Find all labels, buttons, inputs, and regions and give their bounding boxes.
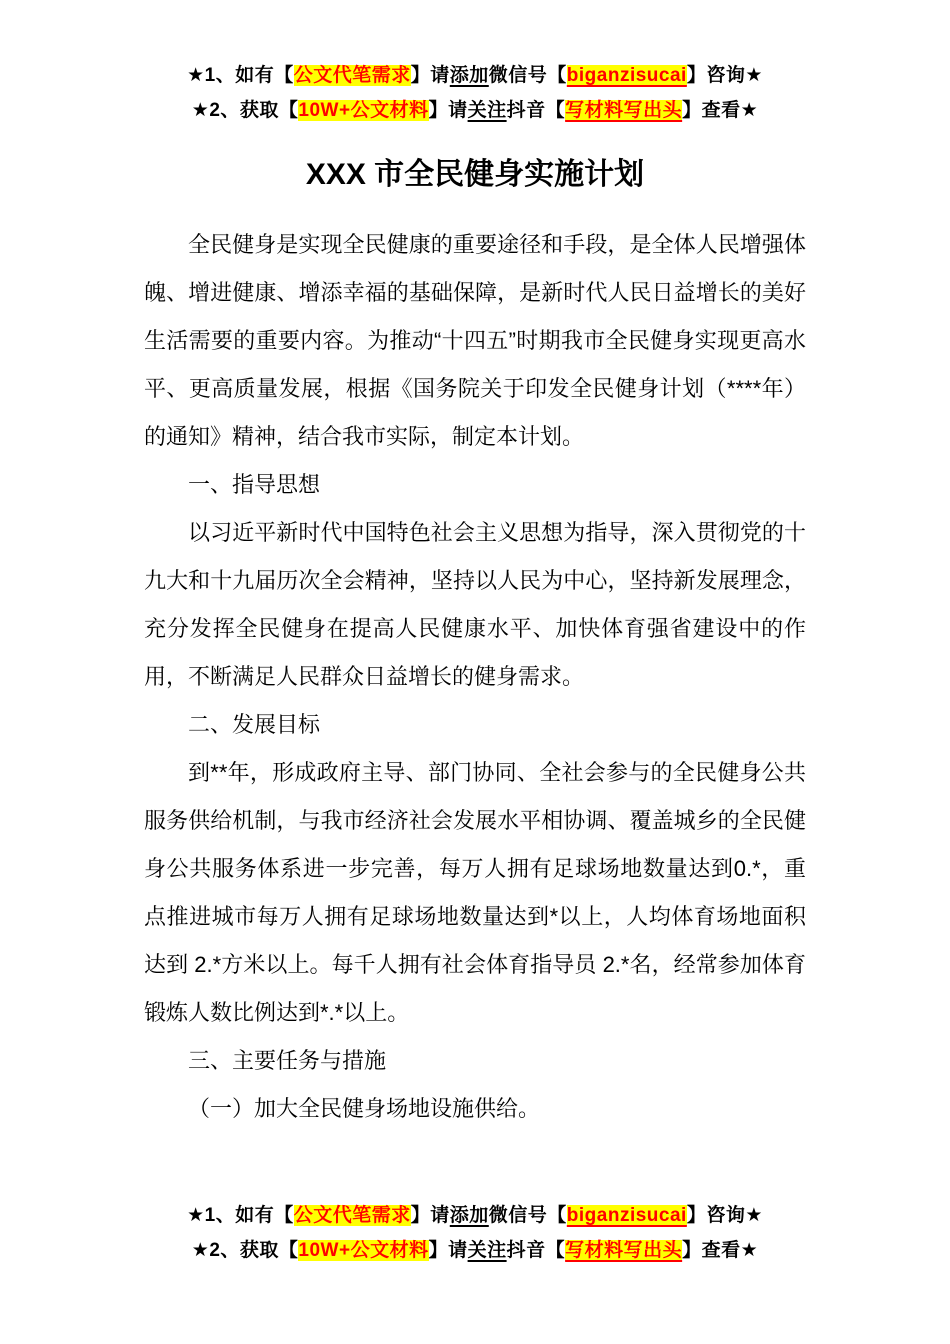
promo2-follow-action-text: 关注 [467,1240,507,1261]
promo-footer-line-2 [0,1233,950,1268]
promo-header-line-1 [0,58,950,93]
promo1-prefix-text: ★1、如有【 [187,65,294,86]
promo1-mid-text: 】请 [410,65,450,86]
section-heading-1: 一、指导思想 [188,472,321,497]
promo2-mid-text: 】请 [428,1240,468,1261]
promo2-prefix-text: ★2、获取【 [191,1240,299,1261]
promo2-prefix-text: ★2、获取【 [191,100,299,121]
promo2-suffix-text: 】查看★ [682,100,759,121]
paragraph-task-item-1: （一）加大全民健身场地设施供给。 [188,1096,541,1121]
promo2-suffix-text: 】查看★ [682,1240,759,1261]
document-body [144,221,806,1133]
promo1-channel-text: 微信号【 [488,65,567,86]
promo2-keyword-highlight: 10W+公文材料 [298,100,429,121]
promo1-prefix-text: ★1、如有【 [187,1205,294,1226]
promo2-douyin-id: 写材料写出头 [565,1240,683,1261]
promo-footer-line-1 [0,1198,950,1233]
section-heading-3: 三、主要任务与措施 [188,1048,387,1073]
promo2-channel-text: 抖音【 [506,100,566,121]
promo-footer [0,1198,950,1268]
promo-header-line-2 [0,93,950,128]
promo1-mid-text: 】请 [410,1205,450,1226]
paragraph-guiding-ideology: 以习近平新时代中国特色社会主义思想为指导，深入贯彻党的十九大和十九届历次全会精神，坚持以人民为中心，坚持新发展理念，充分发挥全民健身在提高人民健康水平、加快体育强省建设中的作用，不断满足人民群众日益增长的健身需求。 [144,520,806,689]
promo1-channel-text: 微信号【 [488,1205,567,1226]
promo-header [0,0,950,128]
paragraph-development-goals: 到**年，形成政府主导、部门协同、全社会参与的全民健身公共服务供给机制，与我市经济社会发展水平相协调、覆盖城乡的全民健身公共服务体系进一步完善，每万人拥有足球场地数量达到0.*，重点推进城市每万人拥有足球场地数量达到*以上，人均体育场地面积达到 2.*方米以上。每千人拥有社会体育指导员 2.*名，经常参加体育锻炼人数比例达到*.*以上。 [144,760,806,1025]
promo2-follow-action-text: 关注 [467,100,507,121]
document-title: XXX 市全民健身实施计划 [305,158,645,191]
promo1-add-action-text: 添加 [449,65,489,86]
promo1-suffix-text: 】咨询★ [686,1205,763,1226]
promo2-mid-text: 】请 [428,100,468,121]
promo2-channel-text: 抖音【 [506,1240,566,1261]
promo1-add-action-text: 添加 [449,1205,489,1226]
promo2-douyin-id: 写材料写出头 [565,100,683,121]
paragraph-intro: 全民健身是实现全民健康的重要途径和手段，是全体人民增强体魄、增进健康、增添幸福的基础保障，是新时代人民日益增长的美好生活需要的重要内容。为推动“十四五”时期我市全民健身实现更高水平、更高质量发展，根据《国务院关于印发全民健身计划（****年）的通知》精神，结合我市实际，制定本计划。 [144,232,806,449]
promo1-keyword-highlight: 公文代笔需求 [293,1205,411,1226]
promo1-keyword-highlight: 公文代笔需求 [293,65,411,86]
promo1-wechat-id: biganzisucai [566,65,687,86]
promo1-suffix-text: 】咨询★ [686,65,763,86]
section-heading-2: 二、发展目标 [188,712,321,737]
promo1-wechat-id: biganzisucai [566,1205,687,1226]
promo2-keyword-highlight: 10W+公文材料 [298,1240,429,1261]
